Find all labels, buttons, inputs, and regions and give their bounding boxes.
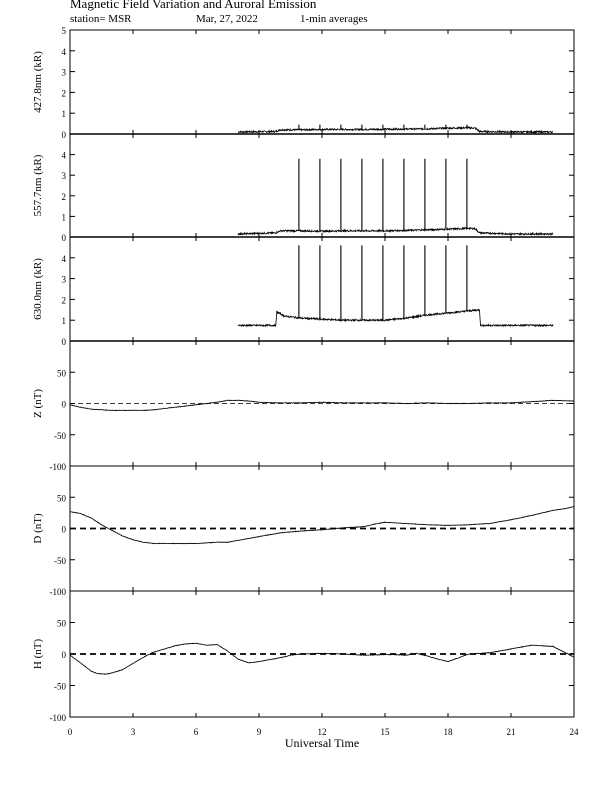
y-tick-label: 0: [61, 233, 66, 243]
series-line: [238, 127, 553, 133]
y-tick-label: 2: [61, 191, 66, 202]
y-axis-label: Z (nT): [32, 388, 44, 419]
station-label: station= MSR: [70, 13, 132, 25]
y-tick-label: 4: [61, 253, 66, 264]
y-axis-label: 557.7nm (kR): [32, 154, 44, 217]
y-tick-label: 2: [61, 295, 66, 306]
y-tick-label: 3: [61, 67, 66, 78]
y-tick-label: -50: [54, 681, 66, 692]
date-label: Mar, 27, 2022: [196, 13, 258, 25]
x-tick-label: 18: [443, 727, 453, 737]
y-tick-label: 4: [61, 46, 66, 57]
series-line: [238, 228, 553, 235]
y-tick-label: 0: [61, 524, 66, 535]
panel-0: [32, 26, 574, 140]
series-line: [238, 310, 553, 327]
x-tick-label: 9: [256, 727, 262, 737]
y-tick-label: 5: [61, 26, 66, 36]
series-line: [70, 400, 574, 410]
y-tick-label: 1: [61, 316, 66, 327]
y-tick-label: 1: [61, 212, 66, 223]
y-tick-label: 2: [61, 88, 66, 99]
x-tick-label: 24: [569, 727, 579, 737]
panel-frame: [70, 30, 574, 134]
y-tick-label: 4: [61, 150, 66, 161]
x-tick-label: 6: [193, 727, 199, 737]
y-axis-label: 630.0nm (kR): [32, 258, 44, 320]
y-tick-label: -100: [49, 462, 66, 472]
panel-4: [32, 466, 574, 597]
y-tick-label: 50: [57, 493, 66, 504]
x-tick-label: 3: [130, 727, 136, 737]
x-tick-label: 21: [506, 727, 516, 737]
chart-title: Magnetic Field Variation and Auroral Emission: [70, 0, 317, 11]
y-tick-label: 3: [61, 274, 66, 285]
x-axis-label: Universal Time: [284, 736, 360, 750]
y-tick-label: 3: [61, 171, 66, 182]
panel-frame: [70, 134, 574, 237]
y-tick-label: 50: [57, 368, 66, 379]
y-tick-label: -50: [54, 555, 66, 566]
averaging-label: 1-min averages: [300, 13, 368, 25]
panel-3: [32, 341, 574, 472]
y-axis-label: D (nT): [32, 513, 44, 544]
y-axis-label: 427.8nm (kR): [32, 51, 44, 113]
y-tick-label: 0: [61, 130, 66, 140]
panel-2: [32, 237, 574, 347]
y-tick-label: 0: [61, 337, 66, 347]
y-tick-label: -100: [49, 587, 66, 597]
y-tick-label: 50: [57, 618, 66, 629]
panel-5: [32, 591, 574, 723]
series-line: [70, 643, 574, 674]
series-line: [70, 506, 574, 543]
y-tick-label: -100: [49, 713, 66, 723]
x-tick-label: 0: [67, 727, 73, 737]
y-tick-label: -50: [54, 430, 66, 441]
y-tick-label: 0: [61, 650, 66, 660]
panel-1: [32, 134, 574, 243]
x-tick-label: 15: [380, 727, 390, 737]
x-tick-label: 12: [317, 727, 327, 737]
y-tick-label: 0: [61, 399, 66, 410]
y-tick-label: 1: [61, 109, 66, 120]
y-axis-label: H (nT): [32, 638, 44, 670]
